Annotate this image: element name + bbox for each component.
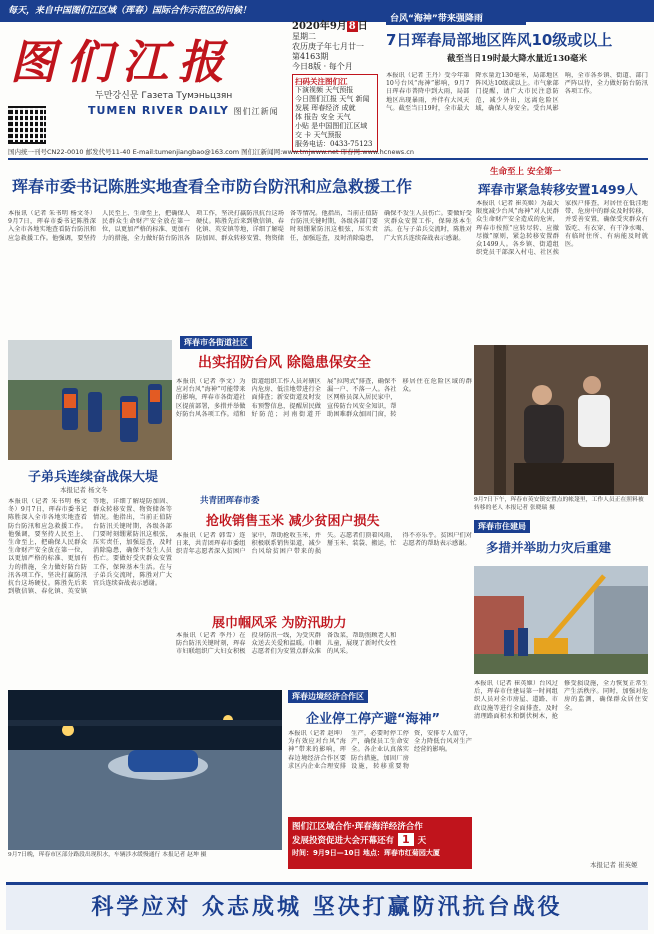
promo-line: 交 卡 天气预报 bbox=[295, 131, 342, 139]
issue-date-prefix: 2020年9月 bbox=[292, 21, 347, 32]
typhoon-kicker: 台风“海神”带来强降雨 bbox=[386, 10, 526, 25]
r3-photo-svg bbox=[474, 566, 648, 674]
r3-kicker: 珲春市住建局 bbox=[474, 520, 530, 533]
r2-headline: 珲春市紧急转移安置1499人 bbox=[478, 182, 638, 197]
flood-caption: 9月7日晚，珲春市区部分路段出现积水，车辆涉水缓慢通行 本报记者 赵坤 摄 bbox=[8, 852, 207, 858]
flood-photo bbox=[8, 690, 282, 850]
typhoon-article bbox=[386, 10, 648, 64]
r3-photo bbox=[474, 566, 648, 674]
typhoon-subtitle: 截至当日19时最大降水量近130毫米 bbox=[446, 54, 588, 64]
issue-line3: 第4163期 bbox=[292, 52, 329, 61]
r2-kicker: 生命至上 安全第一 bbox=[490, 167, 561, 177]
promo-box bbox=[292, 74, 378, 152]
main-article-body: 本报讯（记者 朱书明 杨文冬）9月7日，珲春市委书记陈胜深入全市各地实地查看防台防汛和应急救援工作。他强调，要坚持人民至上、生命至上，把确保人民群众生命财产安全放在第一位，以更加严格的标准、更加有力的措施，全力做好防台防汛各项工作，坚决打赢防汛抗台这场硬仗。陈胜先后来到敬信镇、春化镇、英安镇等地，详细了解堤防加固、群众转移安置、物资储备等情况。他指出，当前正值防台防汛关键时期，各级各部门要时刻绷紧防汛这根弦，压实责任，加强巡查，及时消除隐患，确保不发生人员伤亡。要做好受灾群众安置工作，保障基本生活。在与子弟兵交流时，陈胜对广大官兵连续奋战表示感谢。 bbox=[8, 210, 472, 242]
c4-headline: 企业停工停产避“海神” bbox=[306, 712, 441, 727]
promo-line: 今日图们江报 天气 新闻 bbox=[295, 95, 370, 103]
c4-kicker: 珲春边境经济合作区 bbox=[288, 690, 368, 703]
masthead-english bbox=[88, 104, 279, 117]
r2-body: 本报讯（记者 崔英姬）为最大限度减少台风“海神”对人民群众生命财产安全造成的危害，珲春市按照“应转尽转、应撤尽撤”原则，紧急转移安置群众1499人。各乡镇、街道组织党员干部深入村屯、社区挨家挨户排查，对居住在低洼地带、危房中的群众及时转移，并妥善安置，确保受灾群众有饭吃、有衣穿、有干净水喝、有临时住所、有病能及时就医。 bbox=[476, 200, 648, 257]
c2-body: 本报讯（记者 韩雪）连日来，共青团珲春市委组织青年志愿者深入贫困户家中，帮助抢收玉米，并积极联系销售渠道，减少台风给贫困户带来的损失。志愿者们顶着风雨，掰玉米、装袋、搬运，忙得不亦乐乎。贫困户们对志愿者的帮助表示感谢。 bbox=[176, 532, 472, 556]
issue-date-suffix: 日 bbox=[357, 21, 368, 32]
soldiers-byline: 本报记者 杨文冬 bbox=[60, 486, 108, 494]
c3-headline: 展巾帼风采 为防汛助力 bbox=[212, 616, 347, 631]
top-strip: 每天，来自中国图们江区域（珲春）国际合作示范区的问候！ bbox=[0, 0, 654, 22]
promo-line: 体 报告 安全 天气 bbox=[295, 113, 351, 121]
issue-line2: 农历庚子年七月廿一 bbox=[292, 42, 364, 51]
soldiers-photo-svg bbox=[8, 340, 172, 460]
r3-body: 本报讯（记者 崔英姬）台风过后，珲春市住建局第一时间组织人员对全市房屋、道路、市政设施等进行全面排查，及时清理路面积水和倒伏树木，抢修受损设施，全力恢复正常生产生活秩序。同时，加强对危房的监测，确保群众居住安全。 bbox=[474, 680, 648, 720]
issue-date-day: 8 bbox=[348, 21, 356, 32]
c2-headline: 抢收销售玉米 减少贫困户损失 bbox=[206, 514, 380, 529]
r3-headline: 多措并举助力灾后重建 bbox=[486, 540, 612, 555]
c2-kicker: 共青团珲春市委 bbox=[200, 496, 260, 506]
flood-photo-svg bbox=[8, 690, 282, 850]
soldiers-caption: 子弟兵连续奋战保大堤 bbox=[28, 470, 159, 485]
r2-photo-svg bbox=[474, 345, 648, 495]
soldiers-photo bbox=[8, 340, 172, 460]
expo-ad[interactable] bbox=[288, 817, 472, 869]
c-headline: 出实招防台风 除隐患保安全 bbox=[198, 355, 371, 371]
issue-line4: 今日8版 · 每个月 bbox=[292, 62, 353, 71]
bottom-banner: 科学应对 众志成城 坚决打赢防汛抗台战役 bbox=[6, 882, 648, 930]
qr-code-overlay bbox=[8, 106, 46, 144]
ad-line1: 图们江区域合作·珲春海洋经济合作 bbox=[292, 822, 423, 832]
r2-photo bbox=[474, 345, 648, 495]
masthead-en-cn: 图们江新闻 bbox=[233, 107, 279, 116]
masthead-subtitle: 두만강신문 Газета Тумэньцзян bbox=[95, 91, 233, 101]
promo-line: 小贴 是中国图们江区域 bbox=[295, 122, 368, 130]
ad-unit: 天 bbox=[417, 835, 427, 846]
issue-date bbox=[292, 22, 380, 32]
c-body: 本报讯（记者 李文）为应对台风“海神”可能带来的影响，珲春市各街道社区提前部署，多措并举做好防台风各项工作。靖和街道组织工作人员对辖区内危房、低洼地带进行全面排查；新安街道及时发布预警信息，提醒居民做好防范；河南街道开展“拉网式”排查，确保不漏一户、不落一人。各社区网格员深入居民家中，宣传防台风安全知识，帮助困难群众加固门窗，转移居住在危险区域的群众。 bbox=[176, 378, 472, 418]
typhoon-body: 本报讯（记者 王丹）受今年第10号台风“海神”影响，9月7日珲春市普降中到大雨，局部地区出现暴雨，并伴有大风天气。截至当日19时，全市最大降水量近130毫米，局部地区阵风达10级或以上。市气象部门提醒，请广大市民注意防范，减少外出，远离危险区域，确保人身安全。受台风影响，全市各乡镇、街道、部门严阵以待，全力做好防台防汛各项工作。 bbox=[386, 72, 648, 112]
ad-line2 bbox=[288, 832, 472, 847]
typhoon-title: 7日珲春局部地区阵风10级或以上 bbox=[386, 31, 613, 49]
c3-body: 本报讯（记者 李丹）在防台防汛关键时刻，珲春市妇联组织广大妇女积极投身防汛一线，为受灾群众送去关爱和温暖。巾帼志愿者们为安置点群众准备饭菜，帮助照顾老人和儿童，展现了新时代女性的风采。 bbox=[176, 632, 397, 656]
r2-photo-caption: 9月7日下午，珲春市英安镇安置点的帐篷里，工作人员正在照料被转移的老人 本报记者 张晓瑞 摄 bbox=[474, 497, 644, 511]
ad-line3: 时间：9月9日—10日 地点：珲春市红菊园大厦 bbox=[292, 849, 440, 857]
masthead-title: 图们江报 bbox=[10, 35, 234, 89]
issue-line1: 星期二 bbox=[292, 32, 316, 41]
promo-line: 下演视频 天气预报 bbox=[295, 86, 354, 94]
ad-days: 1 bbox=[398, 833, 414, 846]
promo-line: 发展 珲春经济 成就 bbox=[295, 104, 356, 112]
promo-head: 扫码关注图们江 bbox=[295, 77, 348, 86]
promo-line: 服务电话：0433-75123 bbox=[295, 140, 373, 148]
info-line: 国内统一刊号CN22-0010 邮发代号11-40 E-mail:tumenjiangbao@163.com 图们江新闻网:www.tmjwww.net 珲春网:www.hcnews.cn bbox=[8, 147, 648, 160]
c4-body: 本报讯（记者 赵坤）为有效应对台风“海神”带来的影响，珲春边境经济合作区要求区内企业合理安排生产，必要时停工停产，确保员工生命安全。各企业认真落实防台措施，加固厂房设施，转移重要物资，安排专人值守，全力降低台风对生产经营的影响。 bbox=[288, 730, 472, 770]
soldiers-body: 本报讯（记者 朱书明 杨文冬）9月7日，珲春市委书记陈胜深入全市各地实地查看防台防汛和应急救援工作。他强调，要坚持人民至上、生命至上，把确保人民群众生命财产安全放在第一位，以更加严格的标准、更加有力的措施，全力做好防台防汛各项工作，坚决打赢防汛抗台这场硬仗。陈胜先后来到敬信镇、春化镇、英安镇等地，详细了解堤防加固、群众转移安置、物资储备等情况。他指出，当前正值防台防汛关键时期，各级各部门要时刻绷紧防汛这根弦，压实责任，加强巡查，及时消除隐患，确保不发生人员伤亡。要做好受灾群众安置工作，保障基本生活。在与子弟兵交流时，陈胜对广大官兵连续奋战表示感谢。 bbox=[8, 498, 172, 596]
main-headline: 珲春市委书记陈胜实地查看全市防台防汛和应急救援工作 bbox=[12, 177, 413, 196]
c-kicker: 珲春市各街道社区 bbox=[180, 336, 252, 349]
masthead-en-text: TUMEN RIVER DAILY bbox=[88, 104, 229, 117]
r3-byline: 本报记者 崔英姬 bbox=[590, 861, 638, 869]
ad-line2-text: 发展投资促进大会开幕还有 bbox=[292, 835, 395, 846]
